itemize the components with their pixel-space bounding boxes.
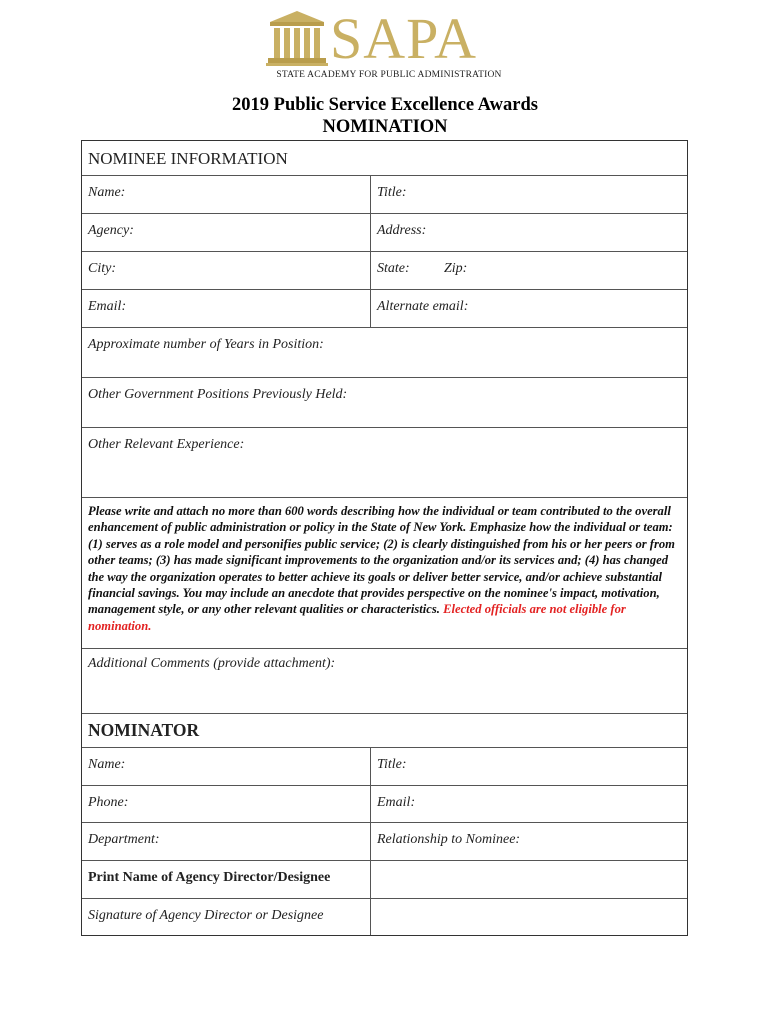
nominee-experience-row (82, 427, 687, 497)
nominator-title-field[interactable] (371, 748, 687, 785)
nominee-title-label: Title: (377, 185, 407, 200)
comments-row (82, 648, 687, 713)
nominee-city-field[interactable] (82, 252, 371, 289)
director-signature-row (82, 898, 687, 935)
nominee-positions-row (82, 377, 687, 427)
nominee-positions-label: Other Government Positions Previously Held: (88, 387, 348, 402)
comments-field[interactable] (82, 649, 687, 713)
nominee-alt-email-field[interactable] (371, 290, 687, 327)
nominator-relationship-field[interactable] (371, 823, 687, 860)
nominee-address-label: Address: (377, 223, 427, 238)
nominator-phone-field[interactable] (82, 786, 371, 822)
comments-label: Additional Comments (provide attachment): (88, 656, 336, 671)
nominee-email-field[interactable] (82, 290, 371, 327)
nominator-email-label: Email: (377, 795, 416, 810)
nominee-section-title: NOMINEE INFORMATION (88, 149, 288, 168)
instructions-text: Please write and attach no more than 600 words describing how the individual or team contributed to the overall enhancement of public administration or policy in the State of New York. Emphasize how the individual or team: (1) serves as a role model and personifies public service; (2) is clearly distinguished from his or her peers or from other teams; (3) has made significant improvements to the organization and/or its services and; (4) has changed the way the organization operates to better achieve its goals or deliver better service, and/or achieve substantial financial savings. You may include an anecdote that provides perspective on the nominee's impact, motivation, management style, or any other relevant qualities or characteristics. Elected officials are not eligible for nomination. (88, 504, 675, 633)
sapa-logo (264, 8, 514, 86)
nominee-name-label: Name: (88, 185, 126, 200)
nominee-email-row (82, 289, 687, 327)
nominator-email-field[interactable] (371, 786, 687, 822)
nominator-section-title: NOMINATOR (88, 720, 200, 740)
nominator-title-label: Title: (377, 757, 407, 772)
director-print-name-row (82, 860, 687, 898)
nominee-years-row (82, 327, 687, 377)
nominee-positions-field[interactable] (82, 378, 687, 427)
nominee-section-header (82, 141, 687, 175)
nominee-experience-field[interactable] (82, 428, 687, 497)
eligibility-warning: Elected officials are not eligible for nomination (88, 602, 626, 633)
nominee-state-label: State: (377, 261, 410, 276)
nominator-department-field[interactable] (82, 823, 371, 860)
nominator-relationship-label: Relationship to Nominee: (377, 832, 521, 847)
director-print-name-field[interactable] (371, 861, 687, 898)
nominee-city-row (82, 251, 687, 289)
nomination-form (81, 140, 688, 936)
director-signature-label: Signature of Agency Director or Designee (82, 899, 371, 935)
instructions-body: Please write and attach no more than 600 words describing how the individual or team contributed to the overall enhancement of public administration or policy in the State of New York. Emphasize how the individual or team: (1) serves as a role model and personifies public service; (2) is clearly distinguished from his or her peers or from other teams; (3) has made significant improvements to the organization and/or its services and; (4) has changed the way the organization operates to better achieve its goals or deliver better service, and/or achieve substantial financial savings. You may include an anecdote that provides perspective on the nominee's impact, motivation, management style, or any other relevant qualities or characteristics. (88, 504, 675, 617)
nominator-phone-row (82, 785, 687, 822)
nominee-experience-label: Other Relevant Experience: (88, 437, 245, 452)
nominee-agency-label: Agency: (88, 223, 134, 238)
nominee-alt-email-label: Alternate email: (377, 299, 469, 314)
nominee-city-label: City: (88, 261, 116, 276)
director-print-name-label: Print Name of Agency Director/Designee (82, 861, 371, 898)
nominee-state-zip-field[interactable] (371, 252, 687, 289)
nominee-agency-field[interactable] (82, 214, 371, 251)
nominee-years-label: Approximate number of Years in Position: (88, 337, 324, 352)
nominee-zip-label: Zip: (444, 261, 468, 276)
nominee-years-field[interactable] (82, 328, 687, 377)
nominator-department-label: Department: (88, 832, 160, 847)
nominee-name-field[interactable] (82, 176, 371, 213)
page-subtitle: NOMINATION (322, 117, 448, 137)
logo-wordmark: SAPA (330, 6, 477, 71)
nominee-name-row (82, 175, 687, 213)
nominee-title-field[interactable] (371, 176, 687, 213)
nominator-section-header (82, 713, 687, 747)
logo-tagline: STATE ACADEMY FOR PUBLIC ADMINISTRATION (276, 70, 502, 80)
nominator-department-row (82, 822, 687, 860)
page-title: 2019 Public Service Excellence Awards (232, 95, 538, 115)
nominator-name-field[interactable] (82, 748, 371, 785)
nominator-name-row (82, 747, 687, 785)
nominee-email-label: Email: (88, 299, 127, 314)
director-signature-field[interactable] (371, 899, 687, 935)
nominator-name-label: Name: (88, 757, 126, 772)
nominator-phone-label: Phone: (88, 795, 129, 810)
nominee-address-field[interactable] (371, 214, 687, 251)
instructions-row (82, 497, 687, 648)
nominee-agency-row (82, 213, 687, 251)
